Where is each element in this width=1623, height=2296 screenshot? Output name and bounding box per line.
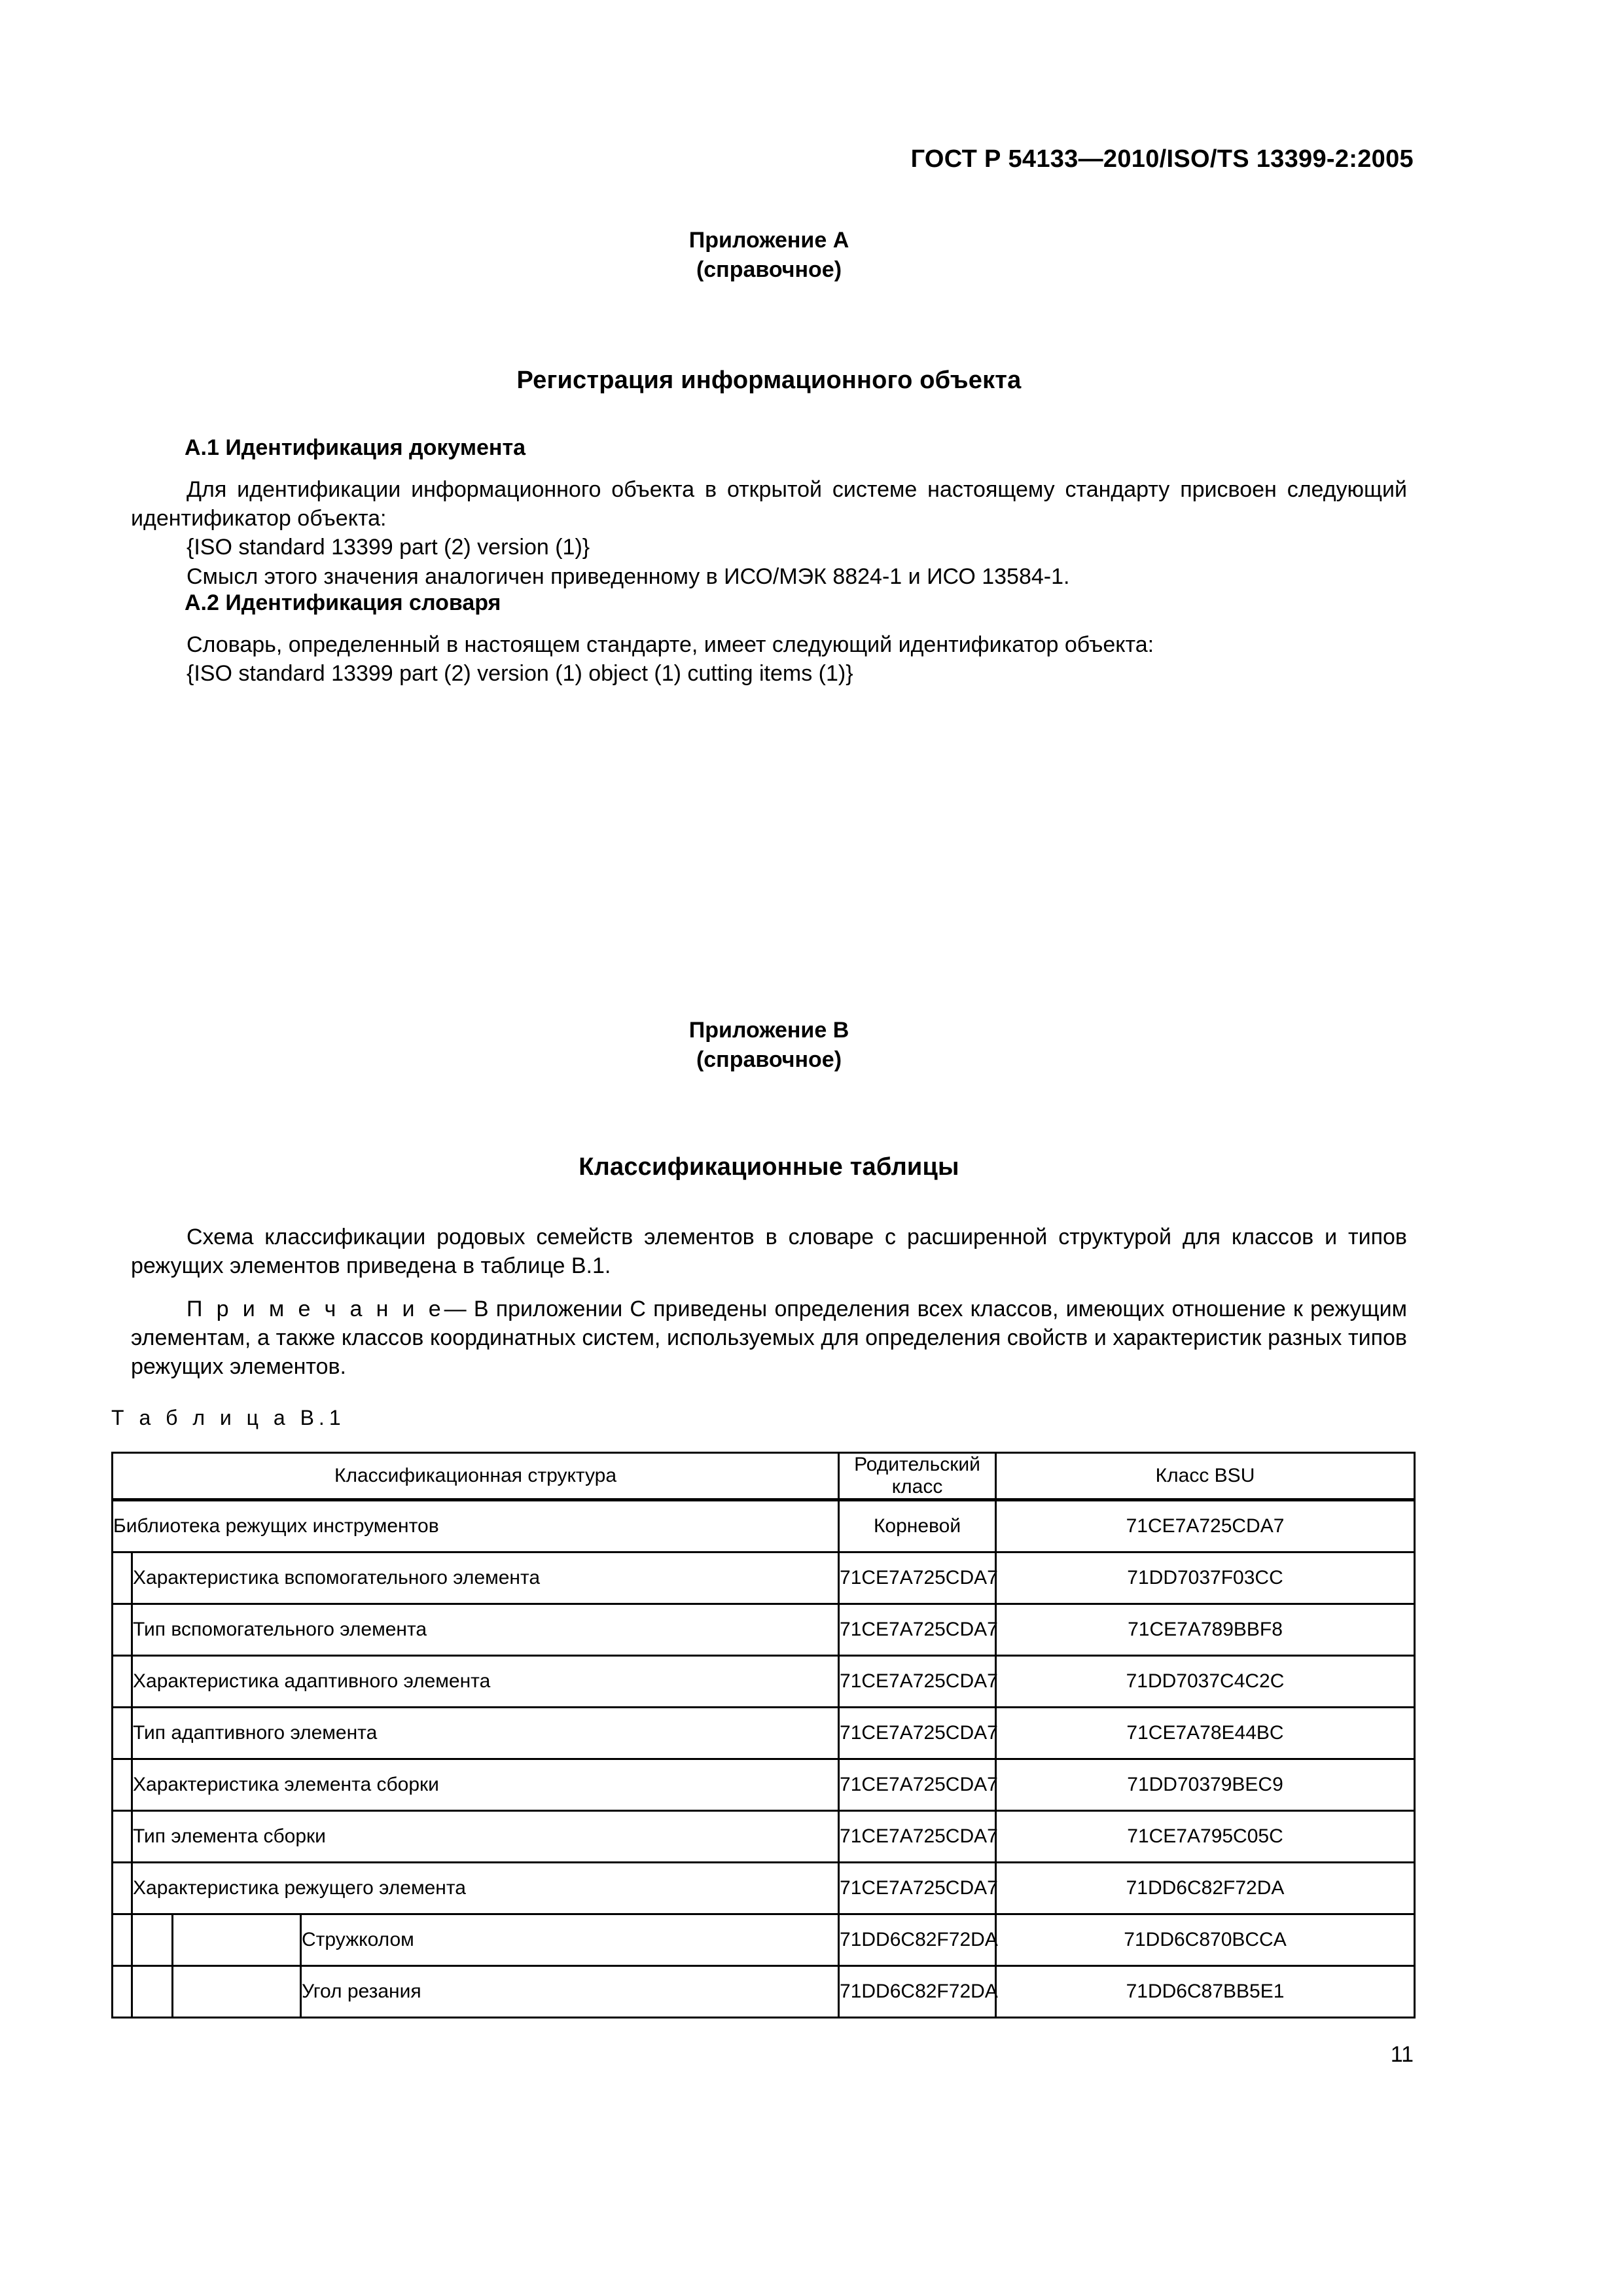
table-cell-parent-class: 71CE7A725CDA7	[839, 1604, 996, 1656]
table-cell-structure-name: Характеристика адаптивного элемента	[132, 1656, 839, 1708]
table-indent-cell	[113, 1914, 132, 1966]
table-row	[113, 1759, 1415, 1811]
table-cell-bsu-class: 71CE7A795C05C	[996, 1811, 1415, 1863]
table-cell-bsu-class: 71CE7A789BBF8	[996, 1604, 1415, 1656]
clause-a1-object-identifier: {ISO standard 13399 part (2) version (1)}	[187, 535, 590, 560]
table-indent-cell	[113, 1863, 132, 1914]
clause-a2-heading: А.2 Идентификация словаря	[185, 590, 501, 615]
clause-a1	[131, 435, 1407, 591]
table-indent-cell	[173, 1914, 301, 1966]
table-cell-parent-class: 71CE7A725CDA7	[839, 1863, 996, 1914]
annex-b-caption	[131, 1016, 1407, 1075]
table-indent-cell	[113, 1759, 132, 1811]
table-cell-bsu-class: 71CE7A725CDA7	[996, 1500, 1415, 1552]
table-indent-cell	[132, 1966, 173, 2018]
table-cell-bsu-class: 71CE7A78E44BC	[996, 1708, 1415, 1759]
table-cell-bsu-class: 71DD6C87BB5E1	[996, 1966, 1415, 2018]
table-indent-cell	[173, 1966, 301, 2018]
table-cell-parent-class: 71CE7A725CDA7	[839, 1759, 996, 1811]
annex-b-intro-paragraph: Схема классификации родовых семейств элементов в словаре с расширенной структурой для классов и типов режущих элементов приведена в таблице В.1.	[131, 1225, 1407, 1279]
annex-b-intro	[131, 1223, 1407, 1280]
table-cell-parent-class: 71DD6C82F72DA	[839, 1966, 996, 2018]
table-cell-parent-class: 71DD6C82F72DA	[839, 1914, 996, 1966]
table-row	[113, 1811, 1415, 1863]
table-column-header-bsu-class: Класс BSU	[996, 1453, 1415, 1500]
table-row	[113, 1604, 1415, 1656]
annex-b-caption-line1: Приложение В	[688, 1018, 849, 1043]
table-b1	[111, 1452, 1416, 2018]
table-indent-cell	[113, 1552, 132, 1604]
table-row	[113, 1500, 1415, 1552]
table-row	[113, 1914, 1415, 1966]
table-cell-structure-name: Тип элемента сборки	[132, 1811, 839, 1863]
annex-b-caption-line2: (справочное)	[696, 1047, 842, 1072]
clause-a1-paragraph: Для идентификации информационного объекта в открытой системе настоящему стандарту присвоен следующий идентификатор объекта:	[131, 477, 1407, 531]
table-b1-label: Т а б л и ц а В.1	[111, 1406, 346, 1429]
table-cell-structure-name: Характеристика вспомогательного элемента	[132, 1552, 839, 1604]
table-row	[113, 1552, 1415, 1604]
annex-b-title: Классификационные таблицы	[579, 1153, 959, 1181]
clause-a2-object-identifier: {ISO standard 13399 part (2) version (1) object (1) cutting items (1)}	[187, 661, 853, 687]
table-indent-cell	[113, 1966, 132, 2018]
page-number: 11	[1390, 2042, 1414, 2067]
table-cell-parent-class: 71CE7A725CDA7	[839, 1708, 996, 1759]
table-header-row	[113, 1453, 1415, 1500]
annex-b-note-lead: П р и м е ч а н и е	[187, 1297, 444, 1321]
table-cell-parent-class: 71CE7A725CDA7	[839, 1811, 996, 1863]
document-header-standard-id: ГОСТ Р 54133—2010/ISO/TS 13399-2:2005	[910, 145, 1414, 173]
table-cell-structure-name: Характеристика режущего элемента	[132, 1863, 839, 1914]
table-cell-structure-name: Библиотека режущих инструментов	[113, 1500, 839, 1552]
table-cell-parent-class: Корневой	[839, 1500, 996, 1552]
table-cell-structure-name: Тип адаптивного элемента	[132, 1708, 839, 1759]
clause-a1-heading: А.1 Идентификация документа	[185, 435, 526, 460]
table-column-header-structure: Классификационная структура	[113, 1453, 839, 1500]
table-b1-body	[113, 1500, 1415, 2018]
clause-a2	[131, 590, 1407, 688]
annex-b-note	[131, 1295, 1407, 1382]
table-row	[113, 1656, 1415, 1708]
annex-a-title: Регистрация информационного объекта	[516, 367, 1022, 394]
table-indent-cell	[113, 1708, 132, 1759]
table-cell-structure-name: Тип вспомогательного элемента	[132, 1604, 839, 1656]
table-indent-cell	[113, 1604, 132, 1656]
table-b1-head	[113, 1453, 1415, 1500]
table-cell-bsu-class: 71DD7037C4C2C	[996, 1656, 1415, 1708]
clause-a2-paragraph: Словарь, определенный в настоящем стандарте, имеет следующий идентификатор объекта:	[187, 632, 1154, 657]
annex-a-caption	[131, 226, 1407, 285]
annex-a-caption-line2: (справочное)	[696, 257, 842, 282]
table-indent-cell	[113, 1656, 132, 1708]
annex-b-note-body: — В приложении С приведены определения всех классов, имеющих отношение к режущим элементам, а также классов координатных систем, используемых для определения свойств и характеристик разных типов режущих элементов.	[131, 1297, 1407, 1380]
table-indent-cell	[113, 1811, 132, 1863]
clause-a1-note: Смысл этого значения аналогичен приведенному в ИСО/МЭК 8824-1 и ИСО 13584-1.	[187, 564, 1070, 589]
table-cell-bsu-class: 71DD7037F03CC	[996, 1552, 1415, 1604]
table-indent-cell	[132, 1914, 173, 1966]
table-row	[113, 1708, 1415, 1759]
table-cell-parent-class: 71CE7A725CDA7	[839, 1656, 996, 1708]
table-cell-parent-class: 71CE7A725CDA7	[839, 1552, 996, 1604]
table-row	[113, 1966, 1415, 2018]
table-cell-structure-name: Угол резания	[301, 1966, 839, 2018]
table-cell-bsu-class: 71DD70379BEC9	[996, 1759, 1415, 1811]
annex-a-caption-line1: Приложение А	[688, 228, 849, 253]
table-row	[113, 1863, 1415, 1914]
table-cell-structure-name: Характеристика элемента сборки	[132, 1759, 839, 1811]
table-cell-structure-name: Стружколом	[301, 1914, 839, 1966]
table-cell-bsu-class: 71DD6C870BCCA	[996, 1914, 1415, 1966]
table-cell-bsu-class: 71DD6C82F72DA	[996, 1863, 1415, 1914]
table-column-header-parent-class: Родительский класс	[839, 1453, 996, 1500]
